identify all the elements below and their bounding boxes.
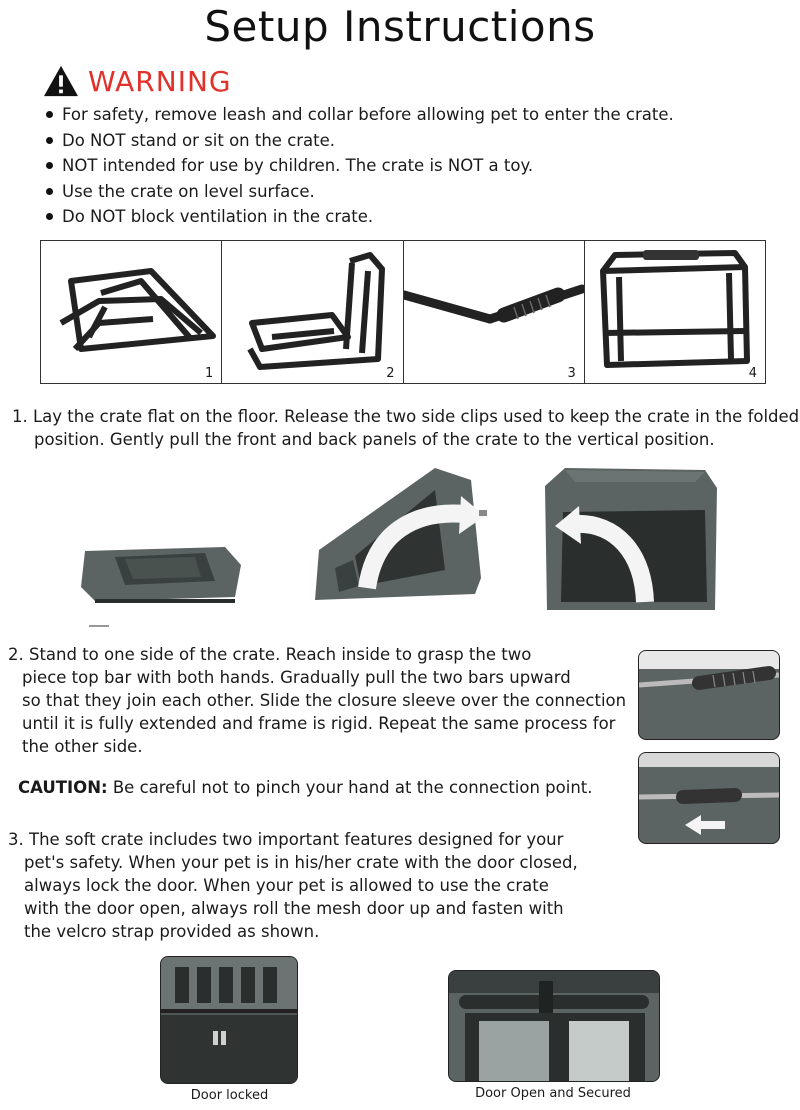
caution-label: CAUTION:	[18, 778, 108, 797]
assembled-crate-photo	[535, 462, 725, 622]
warning-item: For safety, remove leash and collar before allowing pet to enter the crate.	[44, 102, 674, 128]
panel-number: 1	[204, 366, 214, 381]
bullet-icon	[46, 213, 53, 220]
panel-number: 3	[567, 366, 576, 381]
arrow-left-icon	[685, 815, 725, 835]
bullet-icon	[46, 137, 53, 144]
sleeve-connector-illustration	[404, 241, 584, 383]
step-line: piece top bar with both hands. Gradually pull the two bars upward	[22, 668, 571, 687]
panel-number: 4	[748, 366, 757, 381]
frame-panel-3	[404, 241, 585, 383]
warning-item: NOT intended for use by children. The crate is NOT a toy.	[44, 153, 674, 179]
door-open-photo	[448, 970, 660, 1082]
bullet-icon	[46, 188, 53, 195]
warning-item: Do NOT stand or sit on the crate.	[44, 128, 674, 154]
door-zipper-illustration	[161, 957, 297, 1083]
warning-header	[42, 64, 232, 98]
assembled-frame-illustration	[585, 241, 765, 383]
slide-left-illustration	[639, 753, 779, 843]
warning-triangle-icon	[42, 64, 80, 98]
bullet-icon	[46, 162, 53, 169]
bullet-icon	[46, 111, 53, 118]
door-open-caption: Door Open and Secured	[475, 1086, 631, 1101]
warning-item: Use the crate on level surface.	[44, 179, 674, 205]
step-line: the other side.	[22, 737, 143, 756]
caution-text: Be careful not to pinch your hand at the connection point.	[107, 778, 593, 797]
warning-item: Do NOT block ventilation in the crate.	[44, 204, 674, 230]
half-open-crate-photo	[295, 460, 505, 625]
frame-panel-4	[585, 241, 765, 383]
page-title: Setup Instructions	[204, 2, 596, 51]
step-line: with the door open, always roll the mesh door up and fasten with	[24, 899, 564, 918]
caution-note	[18, 778, 593, 797]
door-rolled-illustration	[449, 971, 659, 1081]
step-line: until it is fully extended and frame is rigid. Repeat the same process for	[22, 714, 616, 733]
step-line: 2. Stand to one side of the crate. Reach inside to grasp the two	[8, 645, 532, 664]
panel-number: 2	[386, 366, 395, 381]
door-locked-photo	[160, 956, 298, 1084]
step-1-text	[12, 405, 800, 451]
folded-frame-illustration	[41, 241, 221, 383]
step-3-text	[8, 828, 608, 943]
step-line: pet's safety. When your pet is in his/her crate with the door closed,	[24, 853, 578, 872]
frame-panel-1	[41, 241, 222, 383]
frame-assembly-strip	[40, 240, 766, 384]
door-locked-caption: Door locked	[190, 1088, 269, 1103]
warning-list	[44, 102, 674, 230]
step-line: so that they join each other. Slide the closure sleeve over the connection	[22, 691, 627, 710]
half-open-frame-illustration	[222, 241, 402, 383]
step-line: 3. The soft crate includes two important features designed for your	[8, 830, 564, 849]
step-line: position. Gently pull the front and back panels of the crate to the vertical position.	[34, 430, 715, 449]
step-line: the velcro strap provided as shown.	[24, 922, 320, 941]
frame-panel-2	[222, 241, 403, 383]
warning-heading: WARNING	[88, 64, 232, 98]
sleeve-closed-photo	[638, 650, 780, 740]
step-2-text	[8, 643, 638, 758]
sleeve-slide-photo	[638, 752, 780, 844]
step-line: always lock the door. When your pet is allowed to use the crate	[24, 876, 549, 895]
folded-crate-photo	[55, 535, 255, 635]
top-bar-sleeve-illustration	[639, 651, 779, 739]
step-line: 1. Lay the crate flat on the floor. Release the two side clips used to keep the crate in the folded	[12, 407, 800, 426]
